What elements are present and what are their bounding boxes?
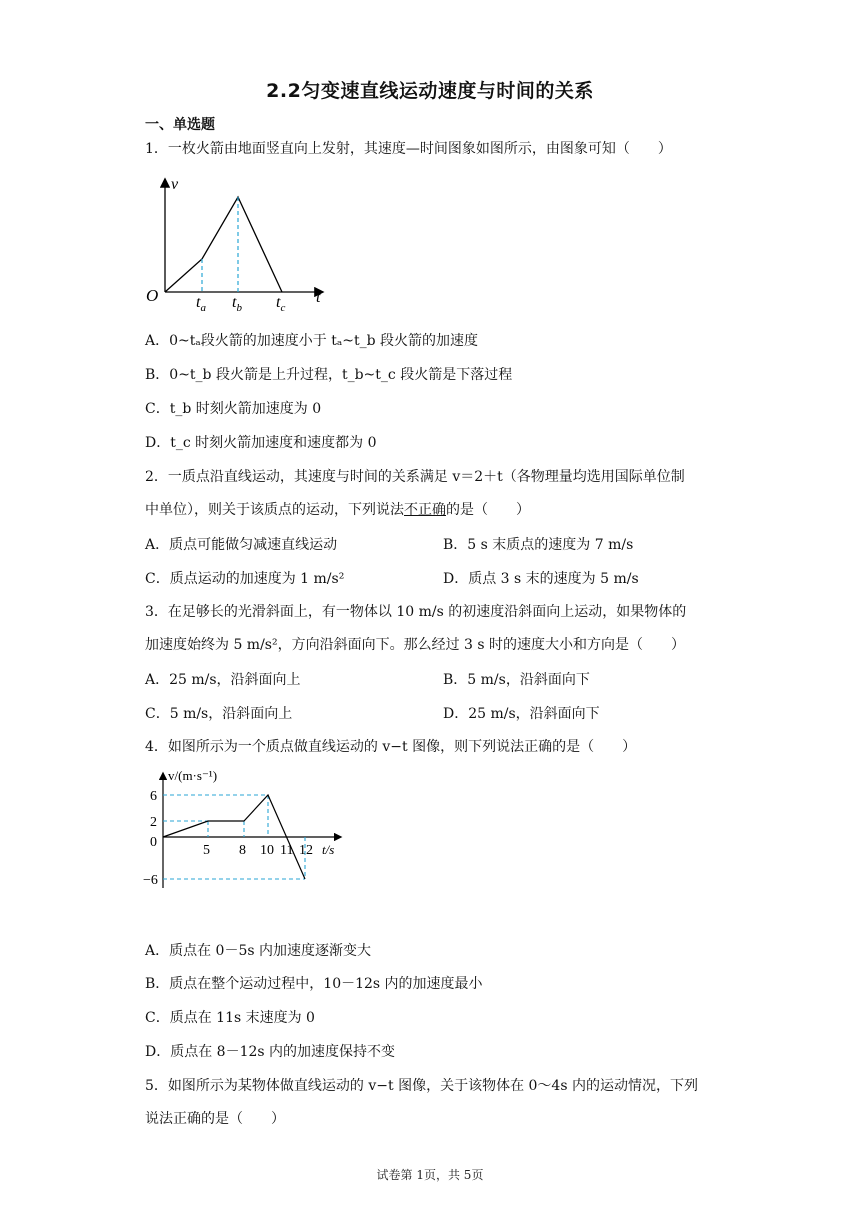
graph4-xtick-8: 8	[239, 843, 246, 858]
page-footer: 试卷第 1页，共 5页	[376, 1168, 484, 1182]
graph1-ta-label: $t_a$	[196, 294, 206, 314]
graph1-t-label: t	[316, 289, 321, 306]
underlined-text: 不正确	[404, 502, 446, 518]
graph4-ytick-neg6: −6	[143, 873, 158, 888]
question-4-option-d: D．质点在 8－12s 内的加速度保持不变	[145, 1044, 396, 1060]
question-3-option-d: D．25 m/s，沿斜面向下	[443, 706, 600, 722]
graph4-ytick-6: 6	[150, 789, 157, 804]
question-4-option-b: B．质点在整个运动过程中，10－12s 内的加速度最小	[145, 976, 483, 992]
graph4-xtick-5: 5	[203, 843, 210, 858]
question-2-option-c: C．质点运动的加速度为 1 m/s²	[145, 571, 345, 587]
question-2-option-b: B．5 s 末质点的速度为 7 m/s	[443, 537, 634, 553]
question-4-stem: 4．如图所示为一个质点做直线运动的 v−t 图像，则下列说法正确的是（ ）	[145, 739, 637, 755]
question-2-option-a: A．质点可能做匀减速直线运动	[145, 537, 338, 553]
question-1-option-a: A．0~tₐ段火箭的加速度小于 tₐ~t_b 段火箭的加速度	[145, 333, 479, 349]
question-3-option-c: C．5 m/s，沿斜面向上	[145, 706, 293, 722]
graph4-ytick-0: 0	[150, 835, 157, 850]
graph1-origin-label: O	[146, 286, 159, 305]
graph4-xtick-11: 11	[280, 843, 294, 858]
graph1-velocity-line	[165, 197, 282, 292]
graph1-tb-label: $t_b$	[232, 294, 242, 314]
graph4-x-label: t/s	[322, 842, 335, 857]
page-title: 2.2匀变速直线运动速度与时间的关系	[266, 80, 594, 102]
question-4-vt-graph	[140, 766, 360, 896]
question-3-option-b: B．5 m/s，沿斜面向下	[443, 672, 590, 688]
question-1-option-c: C．t_b 时刻火箭加速度为 0	[145, 401, 322, 417]
question-1-option-b: B．0~t_b 段火箭是上升过程，t_b~t_c 段火箭是下落过程	[145, 367, 513, 383]
question-3-option-a: A．25 m/s，沿斜面向上	[145, 672, 301, 688]
question-2-stem-line2: 中单位），则关于该质点的运动，下列说法不正确的是（ ）	[145, 502, 530, 518]
question-3-stem-line2: 加速度始终为 5 m/s²，方向沿斜面向下。那么经过 3 s 时的速度大小和方向是（ ）	[145, 637, 686, 653]
question-4-option-c: C．质点在 11s 末速度为 0	[145, 1010, 315, 1026]
question-1-vt-graph	[140, 170, 340, 315]
graph4-ytick-2: 2	[150, 815, 157, 830]
question-2-option-d: D．质点 3 s 末的速度为 5 m/s	[443, 571, 639, 587]
graph4-y-label: v/(m·s⁻¹)	[168, 768, 218, 783]
question-2-stem-line1: 2．一质点沿直线运动，其速度与时间的关系满足 v＝2＋t（各物理量均选用国际单位制	[145, 469, 685, 485]
question-1-stem: 1．一枚火箭由地面竖直向上发射，其速度—时间图象如图所示，由图象可知（ ）	[145, 141, 672, 157]
graph4-xtick-10: 10	[260, 843, 274, 858]
graph1-tc-label: $t_c$	[276, 294, 286, 314]
question-3-stem-line1: 3．在足够长的光滑斜面上，有一物体以 10 m/s 的初速度沿斜面向上运动，如果物体的	[145, 604, 687, 620]
question-5-stem-line2: 说法正确的是（ ）	[145, 1111, 285, 1127]
graph1-v-label: v	[171, 176, 179, 193]
graph4-xtick-12: 12	[299, 843, 313, 858]
section-heading: 一、单选题	[145, 117, 215, 133]
question-1-option-d: D．t_c 时刻火箭加速度和速度都为 0	[145, 435, 377, 451]
question-4-option-a: A．质点在 0－5s 内加速度逐渐变大	[145, 943, 372, 959]
question-5-stem-line1: 5．如图所示为某物体做直线运动的 v−t 图像，关于该物体在 0～4s 内的运动情况，下列	[145, 1078, 698, 1094]
